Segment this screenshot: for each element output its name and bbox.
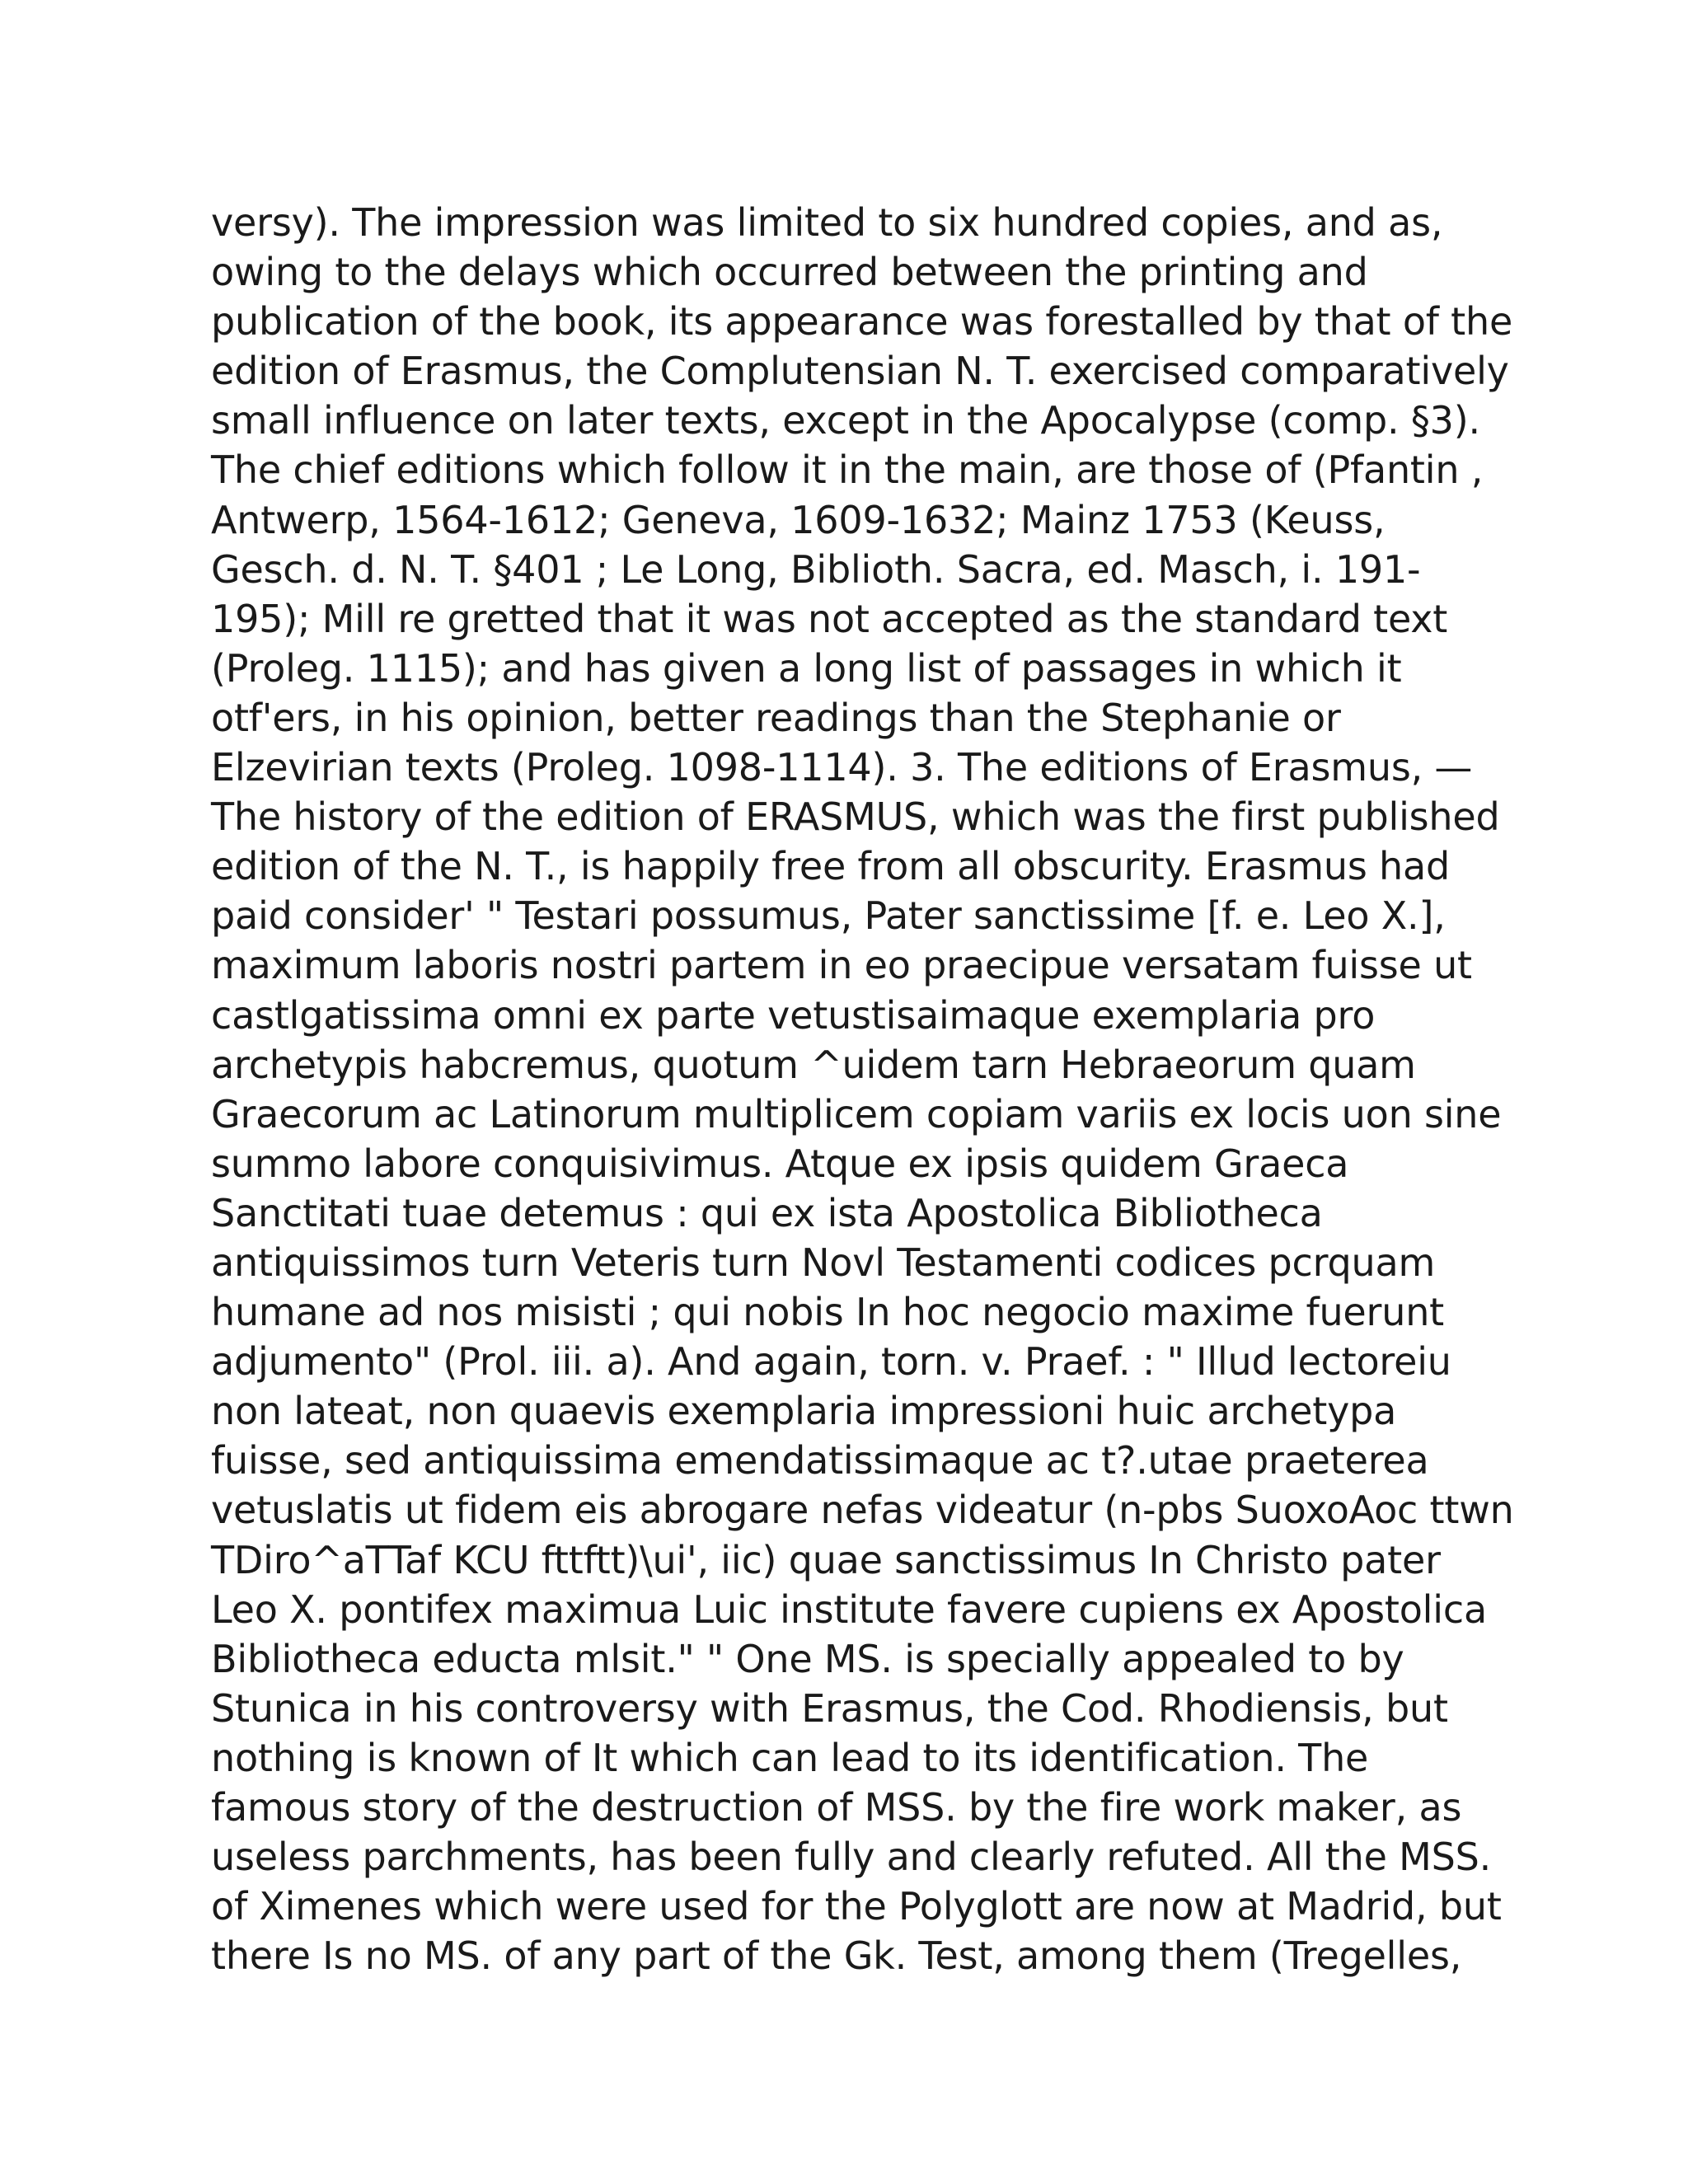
text-line: castlgatissima omni ex parte vetustisaimaque exemplaria pro — [211, 992, 1376, 1038]
text-line: humane ad nos misisti ; qui nobis In hoc negocio maxime fuerunt — [211, 1290, 1444, 1335]
text-line: paid consider' " Testari possumus, Pater sanctissime [f. e. Leo X.], — [211, 893, 1446, 939]
text-line: small influence on later texts, except in the Apocalypse (comp. §3). — [211, 398, 1480, 443]
text-line: famous story of the destruction of MSS. by the fire work maker, as — [211, 1785, 1462, 1830]
text-line: archetypis habcremus, quotum ^uidem tarn Hebraeorum quam — [211, 1042, 1416, 1087]
text-line: Stunica in his controversy with Erasmus, the Cod. Rhodiensis, but — [211, 1685, 1448, 1731]
text-line: vetuslatis ut fidem eis abrogare nefas videatur (n-pbs SuoxoAoc ttwn — [211, 1488, 1514, 1533]
text-line: Leo X. pontifex maximua Luic institute favere cupiens ex Apostolica — [211, 1586, 1487, 1632]
text-line: Elzevirian texts (Proleg. 1098-1114). 3. The editions of Erasmus, — — [211, 745, 1473, 790]
text-line: non lateat, non quaevis exemplaria impressioni huic archetypa — [211, 1389, 1397, 1434]
text-line: maximum laboris nostri partem in eo praecipue versatam fuisse ut — [211, 943, 1472, 988]
text-line: Bibliotheca educta mlsit." " One MS. is specially appealed to by — [211, 1636, 1404, 1681]
body-text — [211, 198, 1546, 1980]
text-line: edition of Erasmus, the Complutensian N. T. exercised comparatively — [211, 349, 1509, 394]
text-line: The history of the edition of ERASMUS, which was the first published — [211, 794, 1500, 840]
text-line: The chief editions which follow it in the main, are those of (Pfantin , — [211, 448, 1484, 493]
text-line: owing to the delays which occurred between the printing and — [211, 250, 1368, 295]
text-line: Gesch. d. N. T. §401 ; Le Long, Biblioth. Sacra, ed. Masch, i. 191- — [211, 546, 1421, 592]
text-line: edition of the N. T., is happily free from all obscurity. Erasmus had — [211, 844, 1450, 889]
text-line: there Is no MS. of any part of the Gk. Test, among them (Tregelles, — [211, 1933, 1462, 1979]
text-line: 195); Mill re gretted that it was not accepted as the standard text — [211, 596, 1448, 641]
text-line: summo labore conquisivimus. Atque ex ipsis quidem Graeca — [211, 1141, 1349, 1186]
text-line: (Proleg. 1115); and has given a long list of passages in which it — [211, 645, 1402, 691]
text-line: antiquissimos turn Veteris turn Novl Testamenti codices pcrquam — [211, 1240, 1436, 1285]
text-line: nothing is known of It which can lead to its identification. The — [211, 1735, 1369, 1780]
text-line: Graecorum ac Latinorum multiplicem copiam variis ex locis uon sine — [211, 1091, 1502, 1137]
text-line: publication of the book, its appearance was forestalled by that of the — [211, 299, 1513, 344]
text-line: TDiro^aTTaf KCU fttftt)\ui', iic) quae sanctissimus In Christo pater — [211, 1537, 1441, 1582]
text-line: Sanctitati tuae detemus : qui ex ista Apostolica Bibliotheca — [211, 1190, 1323, 1235]
text-line: adjumento" (Prol. iii. a). And again, torn. v. Praef. : " Illud lectoreiu — [211, 1339, 1451, 1385]
text-line: fuisse, sed antiquissima emendatissimaque ac t?.utae praeterea — [211, 1438, 1429, 1483]
text-line: otf'ers, in his opinion, better readings than the Stephanie or — [211, 695, 1341, 740]
text-line: versy). The impression was limited to six hundred copies, and as, — [211, 200, 1443, 245]
text-line: Antwerp, 1564-1612; Geneva, 1609-1632; Mainz 1753 (Keuss, — [211, 497, 1386, 542]
text-line: useless parchments, has been fully and clearly refuted. All the MSS. — [211, 1835, 1492, 1880]
text-line: of Ximenes which were used for the Polyglott are now at Madrid, but — [211, 1884, 1502, 1929]
